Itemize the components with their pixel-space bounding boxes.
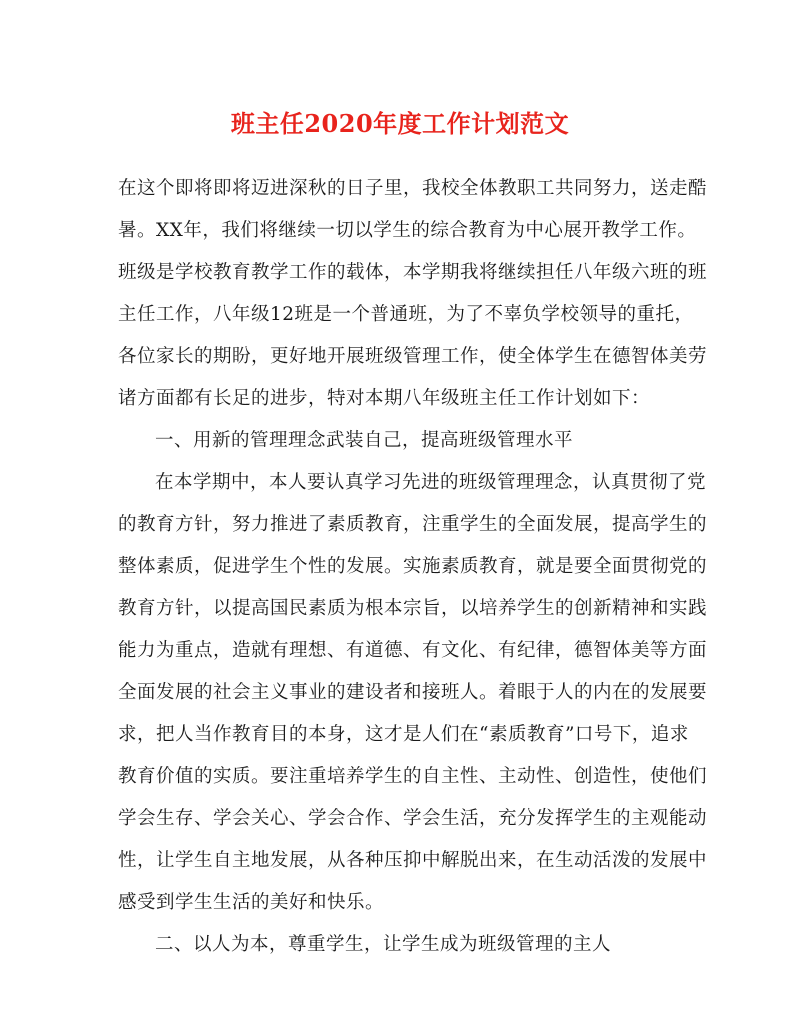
paragraph-line: 求，把人当作教育目的本身，这才是人们在“素质教育”口号下，追求 <box>118 724 689 745</box>
section-heading: 二、以人为本，尊重学生，让学生成为班级管理的主人 <box>155 934 612 955</box>
paragraph-line: 全面发展的社会主义事业的建设者和接班人。着眼于人的内在的发展要 <box>118 682 708 703</box>
paragraph-line: 主任工作，八年级12班是一个普通班，为了不辜负学校领导的重托， <box>118 304 694 325</box>
paragraph-line: 性，让学生自主地发展，从各种压抑中解脱出来，在生动活泼的发展中 <box>118 850 708 871</box>
paragraph-line: 学会生存、学会关心、学会合作、学会生活，充分发挥学生的主观能动 <box>118 808 708 829</box>
paragraph-line: 暑。XX年，我们将继续一切以学生的综合教育为中心展开教学工作。 <box>118 220 697 241</box>
paragraph-line: 在这个即将即将迈进深秋的日子里，我校全体教职工共同努力，送走酷 <box>118 178 708 199</box>
paragraph-line: 教育价值的实质。要注重培养学生的自主性、主动性、创造性，使他们 <box>118 766 708 787</box>
section-heading: 一、用新的管理理念武装自己，提高班级管理水平 <box>155 430 574 451</box>
paragraph-line: 的教育方针，努力推进了素质教育，注重学生的全面发展，提高学生的 <box>118 514 708 535</box>
paragraph-line: 班级是学校教育教学工作的载体，本学期我将继续担任八年级六班的班 <box>118 262 708 283</box>
paragraph-line: 教育方针，以提高国民素质为根本宗旨，以培养学生的创新精神和实践 <box>118 598 708 619</box>
paragraph-line: 能力为重点，造就有理想、有道德、有文化、有纪律，德智体美等方面 <box>118 640 708 661</box>
paragraph-line: 整体素质，促进学生个性的发展。实施素质教育，就是要全面贯彻党的 <box>118 556 708 577</box>
paragraph-line: 感受到学生生活的美好和快乐。 <box>118 892 385 913</box>
paragraph-line: 诸方面都有长足的进步，特对本期八年级班主任工作计划如下： <box>118 388 651 409</box>
paragraph-line: 在本学期中，本人要认真学习先进的班级管理理念，认真贯彻了党 <box>155 472 707 493</box>
document-title: 班主任2020年度工作计划范文 <box>230 109 570 138</box>
paragraph-line: 各位家长的期盼，更好地开展班级管理工作，使全体学生在德智体美劳 <box>118 346 708 367</box>
